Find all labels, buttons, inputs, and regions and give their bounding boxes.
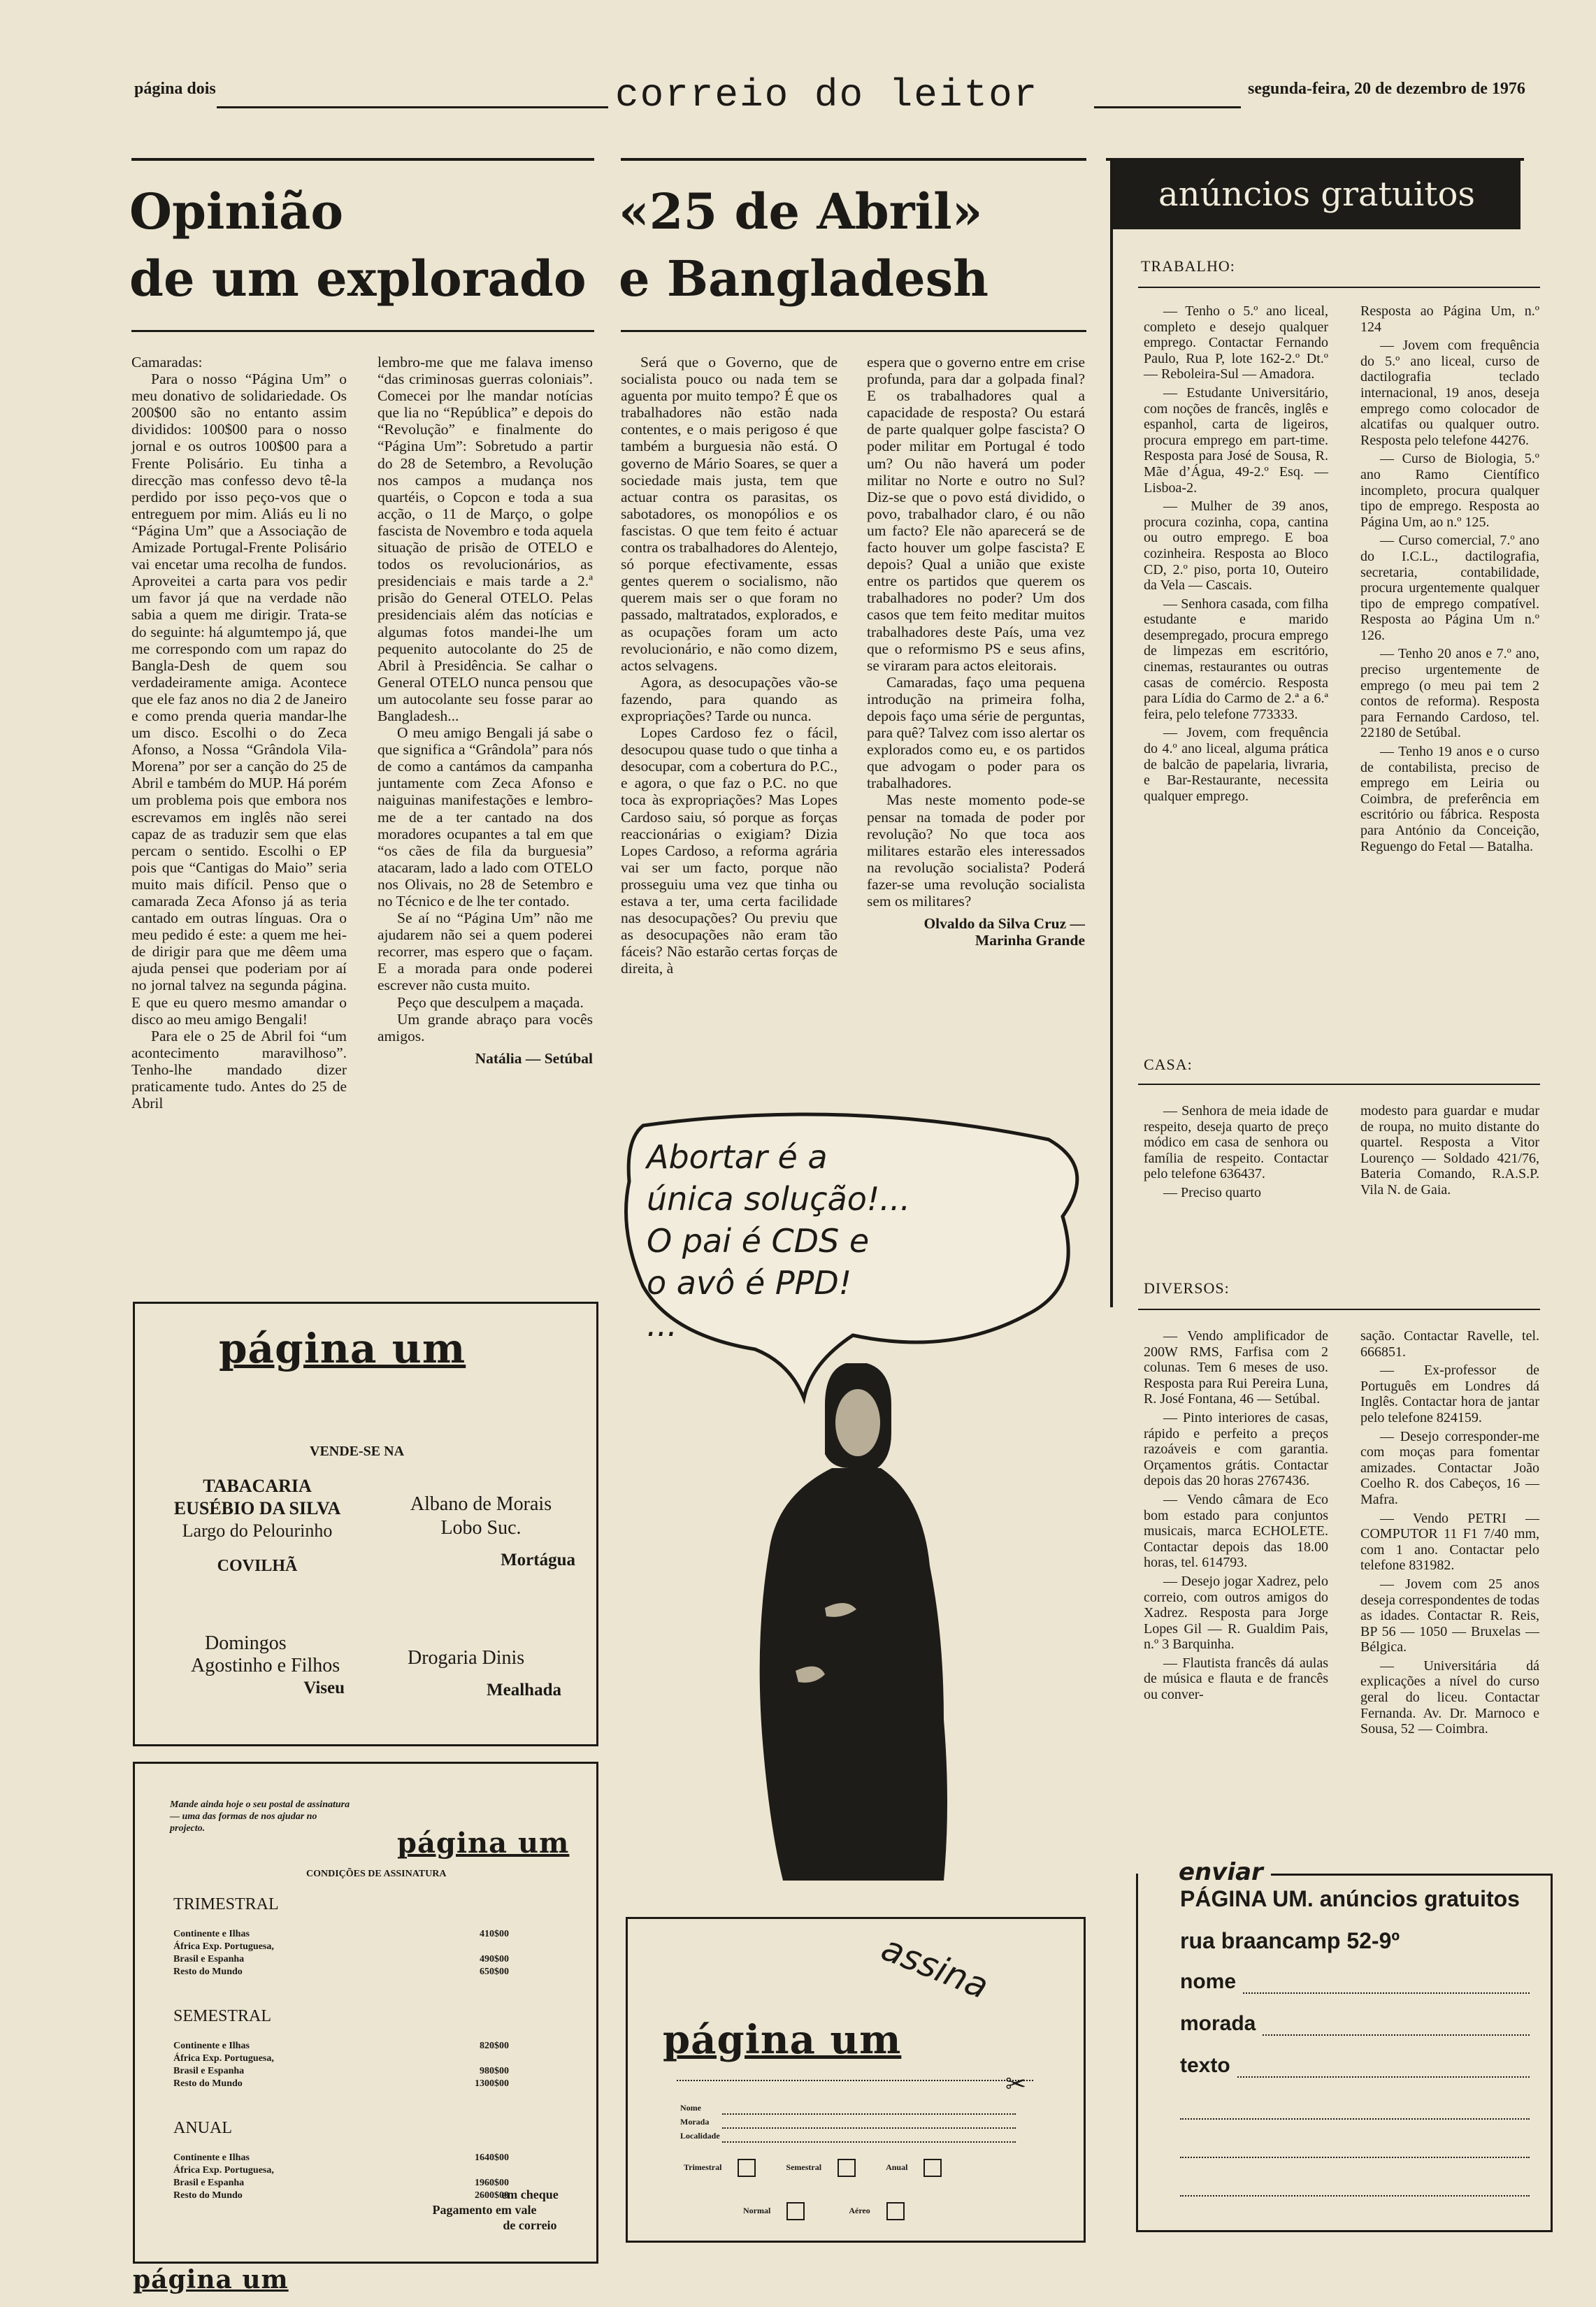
- vendor-mortagua-line2: Lobo Suc.: [440, 1517, 522, 1539]
- vendor-covilha-line1: TABACARIA: [203, 1476, 312, 1496]
- ad-entry: — Curso comercial, 7.º ano do I.C.L., dactilografia, secretaria, contabilidade, procura urgentemente qualquer tipo de emprego compatível. Resposta ao Página Um n.º 126.: [1360, 533, 1539, 643]
- region-label: Resto do Mundo: [173, 1967, 243, 1977]
- region-label: Continente e Ilhas: [173, 1929, 250, 1939]
- vendor-mortagua: [387, 1493, 575, 1572]
- subscription-logo: página um: [397, 1827, 570, 1860]
- nome-field[interactable]: [1243, 1970, 1530, 1994]
- normal-checkbox[interactable]: [786, 2202, 805, 2220]
- ads-left-rule: [1110, 161, 1113, 1307]
- texto-row: [1180, 2054, 1530, 2078]
- send-address-line2: rua braancamp 52-9º: [1180, 1928, 1400, 1953]
- article2-paragraph: Lopes Cardoso fez o fácil, desocupou quase tudo o que tinha a desocupar, com a cobertura do P.C., e agora, o que faz o P.C. no que toca às expropriações? Mas Lopes Cardoso saiu, só porque as forças reaccionárias o exigiam? Dizia Lopes Cardoso, a reforma agrária vai ser um facto, porque não prosseguiu uma vez que tinha ou estava a ter, uma certa facilidade nas desocupações? Ou previu que as desocupações não eram tão fáceis? Não estarão certas forças de direita, à: [621, 724, 837, 977]
- subscription-conditions: CONDIÇÕES DE ASSINATURA: [306, 1869, 447, 1879]
- woman-figure: [760, 1363, 947, 1881]
- article1-mid-rule: [131, 330, 594, 332]
- header-rule-right: [1094, 106, 1241, 108]
- article2-headline-line2: e Bangladesh: [619, 250, 988, 308]
- vendor-covilha-line3: Largo do Pelourinho: [182, 1521, 333, 1541]
- region-label: Resto do Mundo: [173, 2190, 243, 2201]
- ad-entry: — Senhora casada, com filha estudante e marido desempregado, procura emprego de limpezas em escritório, cinemas, restaurantes ou outras casas de comércio. Resposta para Lídia do Carmo de 2.ª a 6.ª feira, pelo telefone 773333.: [1144, 596, 1328, 722]
- vendors-heading: VENDE-SE NA: [310, 1444, 405, 1459]
- article2-headline-line1: «25 de Abril»: [619, 182, 983, 240]
- casa-column-1: [1144, 1103, 1328, 1204]
- price-value: 2600$00: [475, 2190, 509, 2201]
- vendor-mortagua-line1: Albano de Morais: [410, 1493, 552, 1515]
- vendor-mealhada-city: Mealhada: [487, 1681, 561, 1699]
- anual-label: Anual: [886, 2162, 908, 2172]
- trabalho-column-2: [1360, 303, 1539, 857]
- subscription-price-row: [173, 1967, 509, 1978]
- form-options-row1: [684, 2159, 1047, 2177]
- subscription-price-row: [173, 1954, 509, 1965]
- subscription-period-title: ANUAL: [173, 2119, 232, 2137]
- vendors-box: [133, 1302, 598, 1746]
- name-label: Nome: [680, 2103, 701, 2113]
- trimestral-label: Trimestral: [684, 2162, 722, 2172]
- normal-label: Normal: [743, 2205, 771, 2215]
- footer-logo: página um: [133, 2265, 289, 2294]
- speech-line3: O pai é CDS e: [647, 1222, 870, 1260]
- diversos-column-1: [1144, 1328, 1328, 1706]
- ad-entry: — Tenho 20 anos e 7.º ano, preciso urgentemente de emprego (o meu pai tem 2 contos de reforma). Resposta para Fernando Cardoso, tel. 22180 de Setúbal.: [1360, 646, 1539, 741]
- article1-paragraph: lembro-me que me falava imenso “das criminosas guerras coloniais”. Comecei por lhe mandar notícias que lia no “República” e depois do “Revolução” e finalmente do “Página Um”: Sobretudo a partir do 28 de Setembro, a Revolução nos campos a mudança nos quartéis, o Copcon e toda a sua acção, o 11 de Março, o golpe fascista de Novembro e toda aquela situação de prisão de OTELO e todos os revolucionários, as presidenciais e mais tarde a 2.ª prisão do General OTELO. Pelas presidenciais além das notícias e algumas fotos mandei-lhe um pequenito autocolante do 25 de Abril à Presidência. Se calhar o General OTELO nunca pensou que um autocolante seu fosse parar ao Bangladesh...: [378, 354, 593, 724]
- casa-label: CASA:: [1144, 1056, 1193, 1073]
- header-rule-left: [217, 106, 608, 108]
- payment-line3: de correio: [503, 2218, 557, 2232]
- send-label: enviar: [1179, 1858, 1263, 1886]
- region-label: Brasil e Espanha: [173, 2178, 245, 2188]
- vendor-covilha-line2: EUSÉBIO DA SILVA: [173, 1498, 341, 1518]
- trabalho-rule: [1138, 287, 1540, 288]
- article1-headline-line2: de um explorado: [129, 250, 587, 308]
- article1-paragraph: Para ele o 25 de Abril foi “um acontecimento maravilhoso”. Tenho-lhe mandado dizer praticamente tudo. Antes do 25 de Abril: [131, 1027, 347, 1112]
- ad-entry: — Senhora de meia idade de respeito, deseja quarto de preço módico em casa de senhora ou família de respeito. Contactar pelo telefone 636437.: [1144, 1103, 1328, 1182]
- aereo-label: Aéreo: [849, 2205, 870, 2215]
- price-value: 490$00: [480, 1954, 509, 1964]
- article2-paragraph: Agora, as desocupações vão-se fazendo, para quando as expropriações? Tarde ou nunca.: [621, 673, 837, 724]
- article1-headline-line1: Opinião: [129, 182, 344, 240]
- trabalho-label: TRABALHO:: [1141, 257, 1235, 275]
- article2-paragraph: Mas neste momento pode-se pensar na tomada de poder por revolução? No que toca aos militares estarão eles interessados na revolução socialista? Poderá fazer-se uma revolução socialista sem os militares?: [867, 791, 1085, 910]
- region-label: África Exp. Portuguesa,: [173, 1941, 274, 1952]
- subscription-price-row: [173, 1929, 509, 1940]
- casa-column-2: [1360, 1103, 1539, 1201]
- subscription-price-row: [173, 2165, 509, 2176]
- scissors-icon: ✂: [1005, 2070, 1027, 2098]
- article1-paragraph: Camaradas:: [131, 354, 203, 371]
- article1-signature: Natália — Setúbal: [475, 1049, 593, 1067]
- subscription-price-row: [173, 2041, 509, 2052]
- article1-headline: [129, 178, 605, 312]
- locality-field[interactable]: [722, 2129, 1016, 2143]
- texto-label: texto: [1180, 2054, 1230, 2077]
- address-field[interactable]: [722, 2115, 1016, 2129]
- subscription-price-row: [173, 2078, 509, 2090]
- vendor-viseu-line1: Domingos: [205, 1632, 287, 1654]
- subscription-stamp: assina: [875, 1927, 995, 2007]
- article2-signature-name: Olvaldo da Silva Cruz —: [923, 915, 1085, 933]
- article1-paragraph: O meu amigo Bengali já sabe o que significa a “Grândola” para nós de como a cantámos da campanha juntamente com Zeca Afonso e naiguinas manifestações e lembro-me de a ter cantado na dos moradores ocupantes a tal em que “os cães de fila da burguesia” atacaram, lado a lado com OTELO nos Olivais, no 28 de Setembro e no Técnico e de lhe ter contado.: [378, 724, 593, 910]
- article2-column-2: [867, 354, 1085, 949]
- ad-entry: — Pinto interiores de casas, rápido e perfeito a preços razoáveis e com garantia. Orçamentos grátis. Contactar depois das 20 horas 2767436.: [1144, 1409, 1328, 1489]
- name-field[interactable]: [722, 2101, 1016, 2115]
- ad-entry: — Tenho o 5.º ano liceal, completo e desejo qualquer emprego. Contactar Fernando Paulo, Rua P, lote 162-2.º Dt.º — Reboleira-Sul — Amadora.: [1144, 303, 1328, 382]
- send-address-line1: PÁGINA UM. anúncios gratuitos: [1180, 1886, 1520, 1911]
- diversos-column-2: [1360, 1328, 1539, 1740]
- texto-line[interactable]: [1180, 2118, 1530, 2120]
- ad-entry: — Flautista francês dá aulas de música e flauta e de francês ou conver-: [1144, 1655, 1328, 1703]
- vendor-viseu-line2: Agostinho e Filhos: [191, 1655, 340, 1676]
- article1-top-rule: [131, 158, 594, 161]
- semestral-label: Semestral: [786, 2162, 822, 2172]
- vendor-mortagua-city: Mortágua: [501, 1551, 575, 1569]
- speech-bubble-text: [647, 1136, 1038, 1346]
- texto-line[interactable]: [1180, 2195, 1530, 2197]
- ad-entry: — Curso de Biologia, 5.º ano Ramo Científico incompleto, procura qualquer tipo de emprego. Resposta ao Página Um, ao n.º 125.: [1360, 451, 1539, 530]
- issue-date: segunda-feira, 20 de dezembro de 1976: [1248, 80, 1525, 98]
- ad-entry: — Mulher de 39 anos, procura cozinha, copa, cantina ou outro emprego. E boa cozinheira. Resposta ao Bloco CD, 2.º piso, porta 10, Outeiro da Vela — Cascais.: [1144, 498, 1328, 594]
- article2-column-1: [621, 354, 837, 977]
- vendor-viseu: [163, 1632, 345, 1699]
- speech-line1: Abortar é a: [647, 1138, 828, 1176]
- ad-entry: — Desejo corresponder-me com moças para fomentar amizades. Contactar João Coelho R. dos Cabeços, 16 — Mafra.: [1360, 1428, 1539, 1507]
- ad-entry: — Ex-professor de Português em Londres dá Inglês. Contactar hora de jantar pelo telefone 824159.: [1360, 1363, 1539, 1425]
- region-label: Brasil e Espanha: [173, 2066, 245, 2076]
- subscription-price-row: [173, 1941, 509, 1953]
- cartoon-illustration: [615, 1105, 1091, 1895]
- subscription-period-title: TRIMESTRAL: [173, 1895, 279, 1913]
- subscription-box: [133, 1762, 598, 2264]
- region-label: Continente e Ilhas: [173, 2153, 250, 2163]
- article1-column-2: [378, 354, 593, 1067]
- price-value: 1300$00: [475, 2078, 509, 2089]
- casa-rule: [1138, 1084, 1540, 1085]
- article1-column-1: [131, 354, 347, 1112]
- subscription-price-row: [173, 2053, 509, 2064]
- section-title: correio do leitor: [615, 73, 1039, 117]
- trabalho-column-1: [1144, 303, 1328, 807]
- ad-entry: — Preciso quarto: [1163, 1184, 1261, 1200]
- region-label: Continente e Ilhas: [173, 2041, 250, 2051]
- speech-line5: ...: [647, 1306, 677, 1344]
- vendor-viseu-city: Viseu: [303, 1679, 345, 1697]
- ad-entry: — Vendo câmara de Eco bom estado para conjuntos musicais, marca ECHOLETE. Contactar depois das 18.00 horas, tel. 614793.: [1144, 1491, 1328, 1571]
- ad-entry: — Tenho 19 anos e o curso de contabilista, preciso de emprego em Leiria ou Coimbra, de preferência em escritório ou fábrica. Resposta para António da Conceição, Reguengo do Fetal — Batalha.: [1360, 744, 1539, 854]
- trimestral-checkbox[interactable]: [738, 2159, 756, 2177]
- subscription-form-logo: página um: [663, 2017, 902, 2063]
- nome-row: [1180, 1970, 1530, 1994]
- speech-line2: única solução!...: [647, 1180, 911, 1218]
- article2-paragraph: Camaradas, faço uma pequena introdução na primeira folha, depois faço uma série de perguntas, para quê? Talvez com isso alertar os explorados como eu, e os partidos que advogam o poder para os trabalhadores.: [867, 673, 1085, 792]
- price-value: 820$00: [480, 2041, 509, 2051]
- diversos-rule: [1138, 1309, 1540, 1310]
- article1-paragraph: Peço que desculpem a maçada.: [397, 993, 584, 1011]
- region-label: África Exp. Portuguesa,: [173, 2053, 274, 2064]
- ad-entry: — Jovem com 25 anos deseja correspondentes de todas as idades. Contactar R. Reis, BP 56 — 1050 — Bruxelas — Bélgica.: [1360, 1576, 1540, 1655]
- article2-paragraph: Será que o Governo, que de socialista pouco ou nada tem se aguenta por muito tempo? É que os trabalhadores não estão nada contentes, e o mais perigoso é que também a burguesia não está. O governo de Mário Soares, se quer a sociedade mais justa, tem que actuar contra os parasitas, os sabotadores, os monopólios e os fascistas. O que tem feito é actuar contra os trabalhadores do Alentejo, só porque efectivamente, essas gentes querem o socialismo, não querem mais ser o que foram no passado, maltratados, explorados, e as ocupações foram um acto revolucionário, e não como dizem, actos selvagens.: [621, 354, 837, 674]
- form-cut-line: [677, 2080, 1033, 2081]
- price-value: 410$00: [480, 1929, 509, 1939]
- region-label: Resto do Mundo: [173, 2078, 243, 2089]
- region-label: Brasil e Espanha: [173, 1954, 245, 1964]
- subscription-form: [626, 1917, 1086, 2243]
- diversos-label: DIVERSOS:: [1144, 1279, 1230, 1297]
- locality-label: Localidade: [680, 2131, 720, 2141]
- subscription-payment: [394, 2187, 575, 2233]
- ad-entry: Resposta ao Página Um, n.º 124: [1360, 303, 1539, 335]
- subscription-price-row: [173, 2153, 509, 2164]
- semestral-checkbox[interactable]: [837, 2159, 856, 2177]
- ad-entry: — Jovem, com frequência do 4.º ano liceal, alguma prática de balcão de papelaria, livraria, e Bar-Restaurante, necessita qualquer emprego.: [1144, 725, 1328, 804]
- form-options-row2: [743, 2202, 1023, 2220]
- article2-headline: [619, 178, 1094, 312]
- price-value: 1640$00: [475, 2153, 509, 2163]
- ad-entry: — Vendo PETRI — COMPUTOR 11 F1 7/40 mm, com 1 ano. Contactar pelo telefone 831982.: [1360, 1510, 1539, 1574]
- article1-paragraph: Se aí no “Página Um” não me ajudarem não sei a quem poderei recorrer, mas espero que o façam. E a morada para onde poderei escrever não custa muito.: [378, 910, 593, 994]
- article2-mid-rule: [621, 330, 1086, 332]
- nome-label: nome: [1180, 1970, 1237, 1993]
- morada-field[interactable]: [1263, 2012, 1530, 2036]
- speech-line4: o avô é PPD!: [647, 1264, 852, 1302]
- send-ad-form: [1136, 1858, 1553, 2232]
- price-value: 1960$00: [475, 2178, 509, 2188]
- payment-line2: Pagamento em vale: [432, 2203, 537, 2217]
- article2-signature-place: Marinha Grande: [975, 932, 1085, 949]
- article2-top-rule: [621, 158, 1086, 161]
- ad-entry: — Universitária dá explicações a nível do curso geral do liceu. Contactar Fernanda. Av. Dr. Marnoco e Sousa, 52 — Coimbra.: [1360, 1658, 1539, 1737]
- ad-entry: sação. Contactar Ravelle, tel. 666851.: [1360, 1328, 1539, 1360]
- ads-title: anúncios gratuitos: [1113, 159, 1520, 229]
- texto-line[interactable]: [1180, 2157, 1530, 2158]
- article1-paragraph: Um grande abraço para vocês amigos.: [378, 1010, 593, 1044]
- ad-entry: — Vendo amplificador de 200W RMS, Farfisa com 2 colunas. Tem 6 meses de uso. Resposta para Rui Pereira Luna, R. José Fontana, 46 — Setúbal.: [1144, 1328, 1328, 1407]
- vendor-mealhada: [408, 1646, 561, 1702]
- vendor-covilha: [163, 1475, 352, 1577]
- send-form-top-rule-right: [1271, 1874, 1551, 1876]
- texto-field[interactable]: [1237, 2054, 1530, 2078]
- morada-row: [1180, 2012, 1530, 2036]
- address-label: Morada: [680, 2117, 710, 2127]
- vendor-mealhada-line1: Drogaria Dinis: [408, 1647, 525, 1669]
- payment-line1: em cheque: [501, 2187, 559, 2201]
- page-label: página dois: [134, 80, 216, 98]
- vendor-covilha-city: COVILHÃ: [217, 1557, 298, 1575]
- form-fields: [680, 2101, 1016, 2143]
- subscription-period-title: SEMESTRAL: [173, 2007, 272, 2025]
- ad-entry: — Jovem com frequência do 5.º ano liceal, curso de dactilografia teclado internacional, 19 anos, deseja emprego como colocador de alcatifas ou qualquer outro. Resposta pelo telefone 44276.: [1360, 338, 1539, 448]
- aereo-checkbox[interactable]: [886, 2202, 905, 2220]
- price-value: 980$00: [480, 2066, 509, 2076]
- ad-entry: — Estudante Universitário, com noções de francês, inglês e espanhol, carta de ligeiros, procura emprego em part-time. Resposta para José de Sousa, R. Mãe d’Água, 49-2.º Esq. — Lisboa-2.: [1144, 384, 1328, 496]
- region-label: África Exp. Portuguesa,: [173, 2165, 274, 2176]
- ad-entry: — Desejo jogar Xadrez, pelo correio, com outros amigos do Xadrez. Resposta para Jorge Lopes Gil — R. Gualdim Pais, n.º 3 Barquinha.: [1144, 1573, 1328, 1653]
- subscription-price-row: [173, 2066, 509, 2077]
- price-value: 650$00: [480, 1967, 509, 1977]
- subscription-note: Mande ainda hoje o seu postal de assinatura — uma das formas de nos ajudar no projecto.: [170, 1799, 350, 1834]
- anual-checkbox[interactable]: [923, 2159, 942, 2177]
- vendors-logo: página um: [219, 1325, 466, 1372]
- morada-label: morada: [1180, 2012, 1256, 2035]
- ad-entry: modesto para guardar e mudar de roupa, no muito distante do quartel. Resposta a Vitor Lourenço — Soldado 421/76, Bateria Comando, R.A.S.P. Vila N. de Gaia.: [1360, 1103, 1539, 1198]
- article2-paragraph: espera que o governo entre em crise profunda, para dar a golpada final? E os trabalhadores qual a capacidade de resposta? Ou estará de parte qualquer golpe fascista? O poder militar em Portugal é todo um? Ou não haverá um poder militar no Norte e outro no Sul? Diz-se que o povo está dividido, o povo, trabalhador claro, é ou não um facto? Ele não aparecerá se de facto houver um golpe fascista? E depois? Qual a união que existe entre os partidos que querem os trabalhadores no poder? Um dos casos que tem feito meditar muitos trabalhadores deste País, uma vez que o reformismo PS e seus afins, se viraram para actos eleitorais.: [867, 354, 1085, 674]
- article1-paragraph: Para o nosso “Página Um” o meu donativo de solidariedade. Os 200$00 são no entanto assim divididos: 100$00 para o nosso jornal e os outros 100$00 para a Frente Polisário. Eu tinha a direcção mas confesso devo tê-la perdido por isso peço-vos que o entreguem por mim. Aliás eu li no “Página Um” que a Associação de Amizade Portugal-Frente Polisário vai encetar uma recolha de fundos. Aproveitei a carta para vos pedir um favor já que na verdade não sabia a quem me dirigir. Trata-se do seguinte: há algumtempo já, que me correspondo com um rapaz do Bangla-Desh de quem sou verdadeiramente amiga. Acontece que ele faz anos no dia 2 de Janeiro e como prenda queria mandar-lhe um disco. Escolhi o do Zeca Afonso, a Nossa “Grândola Vila-Morena” por ser a canção do 25 de Abril e também do MUP. Há porém um problema pois que embora nos escrevamos em inglês não serei capaz de as traduzir sem que elas percam o sentido. Escolhi o EP pois que “Cantigas do Maio” seria muito mais difícil. Penso que o camarada Zeca Afonso já as teria cantado em outras línguas. Ora o meu pedido é este: a quem me hei-de dirigir para que me dêem uma ajuda pensei que poderiam por aí no jornal talvez na segunda página. E que eu quero mesmo amandar o disco ao meu amigo Bengali!: [131, 371, 347, 1028]
